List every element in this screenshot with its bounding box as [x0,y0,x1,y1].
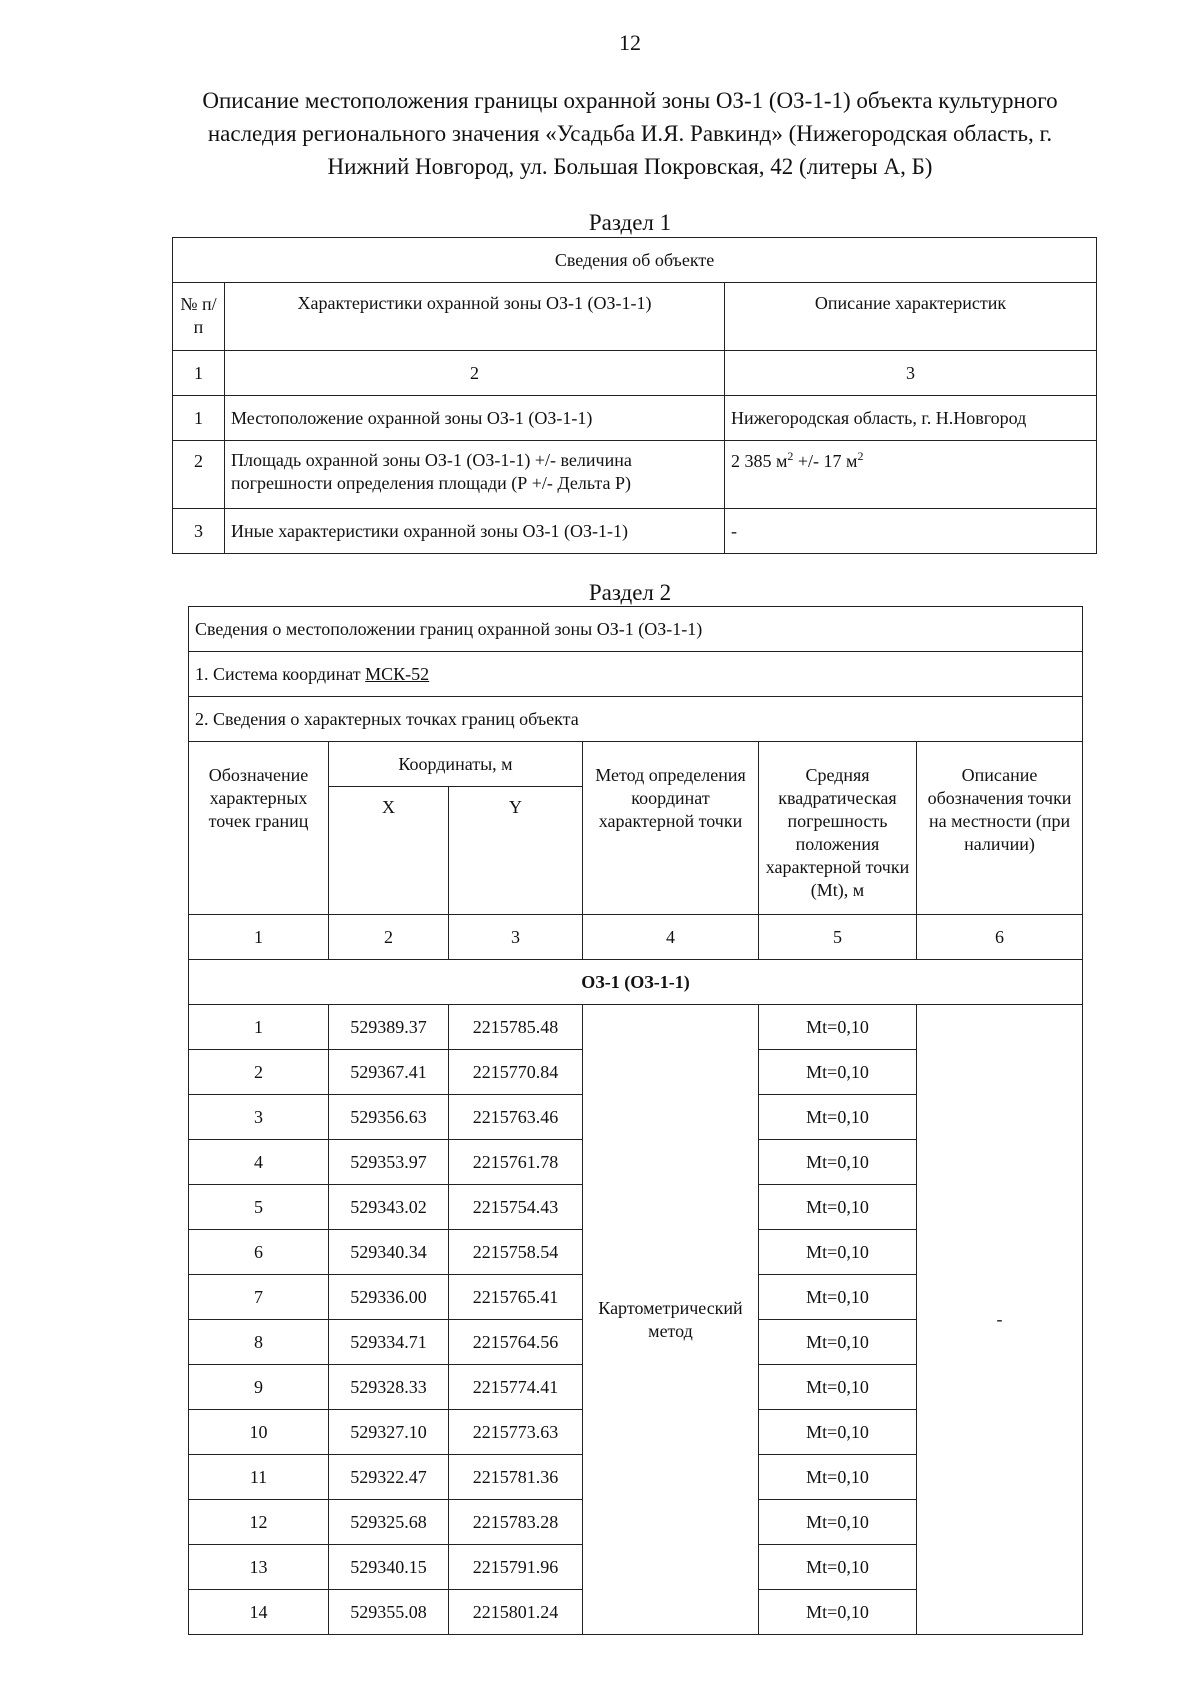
column-header: Описание обозначения точки на местности (при наличии) [917,742,1083,915]
coordinate-y: 2215770.84 [449,1050,583,1095]
table-row [173,509,1097,554]
column-header: Метод определения координат характерной точки [583,742,759,915]
coordinate-y: 2215763.46 [449,1095,583,1140]
column-header: Обозначение характерных точек границ [189,742,329,915]
table-title: Сведения об объекте [173,238,1097,283]
mean-square-error: Mt=0,10 [759,1050,917,1095]
characteristic-name: Местоположение охранной зоны ОЗ-1 (ОЗ-1-1) [225,396,725,441]
characteristic-value: Нижегородская область, г. Н.Новгород [725,396,1097,441]
coordinate-x: 529334.71 [329,1320,449,1365]
page-number: 12 [619,30,641,55]
coordinate-x: 529343.02 [329,1185,449,1230]
coordinate-y: 2215791.96 [449,1545,583,1590]
column-header: Y [449,787,583,915]
coordinate-y: 2215765.41 [449,1275,583,1320]
coordinate-system-label: 1. Система координат [195,663,366,684]
coordinate-y: 2215783.28 [449,1500,583,1545]
object-info-table [172,237,1097,554]
row-number: 1 [173,396,225,441]
point-number: 6 [189,1230,329,1275]
point-number: 12 [189,1500,329,1545]
mean-square-error: Mt=0,10 [759,1455,917,1500]
table-row [173,396,1097,441]
mean-square-error: Mt=0,10 [759,1365,917,1410]
coordinate-x: 529328.33 [329,1365,449,1410]
coordinate-y: 2215774.41 [449,1365,583,1410]
table-row [189,1005,1083,1050]
point-number: 2 [189,1050,329,1095]
coordinate-x: 529336.00 [329,1275,449,1320]
row-number: 3 [173,509,225,554]
mean-square-error: Mt=0,10 [759,1185,917,1230]
mean-square-error: Mt=0,10 [759,1545,917,1590]
column-header: X [329,787,449,915]
description-cell: - [917,1005,1083,1635]
section1-heading: Раздел 1 [588,210,672,235]
column-header: Описание характеристик [725,283,1097,351]
coordinate-y: 2215761.78 [449,1140,583,1185]
column-header: Координаты, м [329,742,583,787]
point-number: 10 [189,1410,329,1455]
point-number: 7 [189,1275,329,1320]
table-title: Сведения о местоположении границ охранной зоны ОЗ-1 (ОЗ-1-1) [189,607,1083,652]
area-value: 2 385 м [731,451,788,471]
point-number: 3 [189,1095,329,1140]
column-number: 2 [225,351,725,396]
coordinate-x: 529389.37 [329,1005,449,1050]
characteristic-name: Иные характеристики охранной зоны ОЗ-1 (ОЗ-1-1) [225,509,725,554]
column-number: 6 [917,915,1083,960]
point-number: 9 [189,1365,329,1410]
coordinate-y: 2215758.54 [449,1230,583,1275]
column-header: Средняя квадратическая погрешность положения характерной точки (Mt), м [759,742,917,915]
coordinate-y: 2215764.56 [449,1320,583,1365]
mean-square-error: Mt=0,10 [759,1140,917,1185]
mean-square-error: Mt=0,10 [759,1095,917,1140]
coordinate-system [189,652,1083,697]
point-number: 11 [189,1455,329,1500]
area-unit-exponent: 2 [787,449,794,463]
method-cell: Картометрический метод [583,1005,759,1635]
points-title: 2. Сведения о характерных точках границ объекта [189,697,1083,742]
coordinate-x: 529325.68 [329,1500,449,1545]
coordinate-x: 529356.63 [329,1095,449,1140]
coordinate-y: 2215781.36 [449,1455,583,1500]
coordinate-x: 529355.08 [329,1590,449,1635]
coordinate-x: 529327.10 [329,1410,449,1455]
coordinate-system-link[interactable]: МСК-52 [365,663,430,684]
document-title [160,84,1100,183]
coordinate-y: 2215773.63 [449,1410,583,1455]
column-number: 1 [189,915,329,960]
mean-square-error: Mt=0,10 [759,1410,917,1455]
column-number: 4 [583,915,759,960]
column-header: Характеристики охранной зоны ОЗ-1 (ОЗ-1-1) [225,283,725,351]
mean-square-error: Mt=0,10 [759,1590,917,1635]
error-unit-exponent: 2 [857,449,864,463]
point-number: 14 [189,1590,329,1635]
characteristic-name: Площадь охранной зоны ОЗ-1 (ОЗ-1-1) +/- величина погрешности определения площади (Р +/- Дельта Р) [225,441,725,509]
title-line: наследия регионального значения «Усадьба И.Я. Равкинд» (Нижегородская область, г. [207,121,1053,146]
column-number: 5 [759,915,917,960]
column-number: 2 [329,915,449,960]
characteristic-value [725,441,1097,509]
coordinate-x: 529322.47 [329,1455,449,1500]
point-number: 8 [189,1320,329,1365]
row-number: 2 [173,441,225,509]
coordinate-x: 529367.41 [329,1050,449,1095]
title-line: Нижний Новгород, ул. Большая Покровская, 42 (литеры А, Б) [327,154,933,179]
mean-square-error: Mt=0,10 [759,1500,917,1545]
mean-square-error: Mt=0,10 [759,1005,917,1050]
section2-heading: Раздел 2 [588,580,672,605]
coordinate-x: 529353.97 [329,1140,449,1185]
table-row [173,441,1097,509]
coordinate-y: 2215754.43 [449,1185,583,1230]
area-error: +/- 17 м [793,451,858,471]
point-number: 5 [189,1185,329,1230]
mean-square-error: Mt=0,10 [759,1230,917,1275]
point-number: 1 [189,1005,329,1050]
title-line: Описание местоположения границы охранной зоны ОЗ-1 (ОЗ-1-1) объекта культурного [202,88,1058,113]
coordinate-x: 529340.34 [329,1230,449,1275]
coordinate-x: 529340.15 [329,1545,449,1590]
column-number: 3 [449,915,583,960]
column-header: № п/п [173,283,225,351]
column-number: 3 [725,351,1097,396]
boundary-points-table [188,606,1083,1635]
coordinate-y: 2215785.48 [449,1005,583,1050]
zone-label: ОЗ-1 (ОЗ-1-1) [189,960,1083,1005]
column-number: 1 [173,351,225,396]
point-number: 13 [189,1545,329,1590]
point-number: 4 [189,1140,329,1185]
coordinate-y: 2215801.24 [449,1590,583,1635]
characteristic-value: - [725,509,1097,554]
mean-square-error: Mt=0,10 [759,1275,917,1320]
mean-square-error: Mt=0,10 [759,1320,917,1365]
